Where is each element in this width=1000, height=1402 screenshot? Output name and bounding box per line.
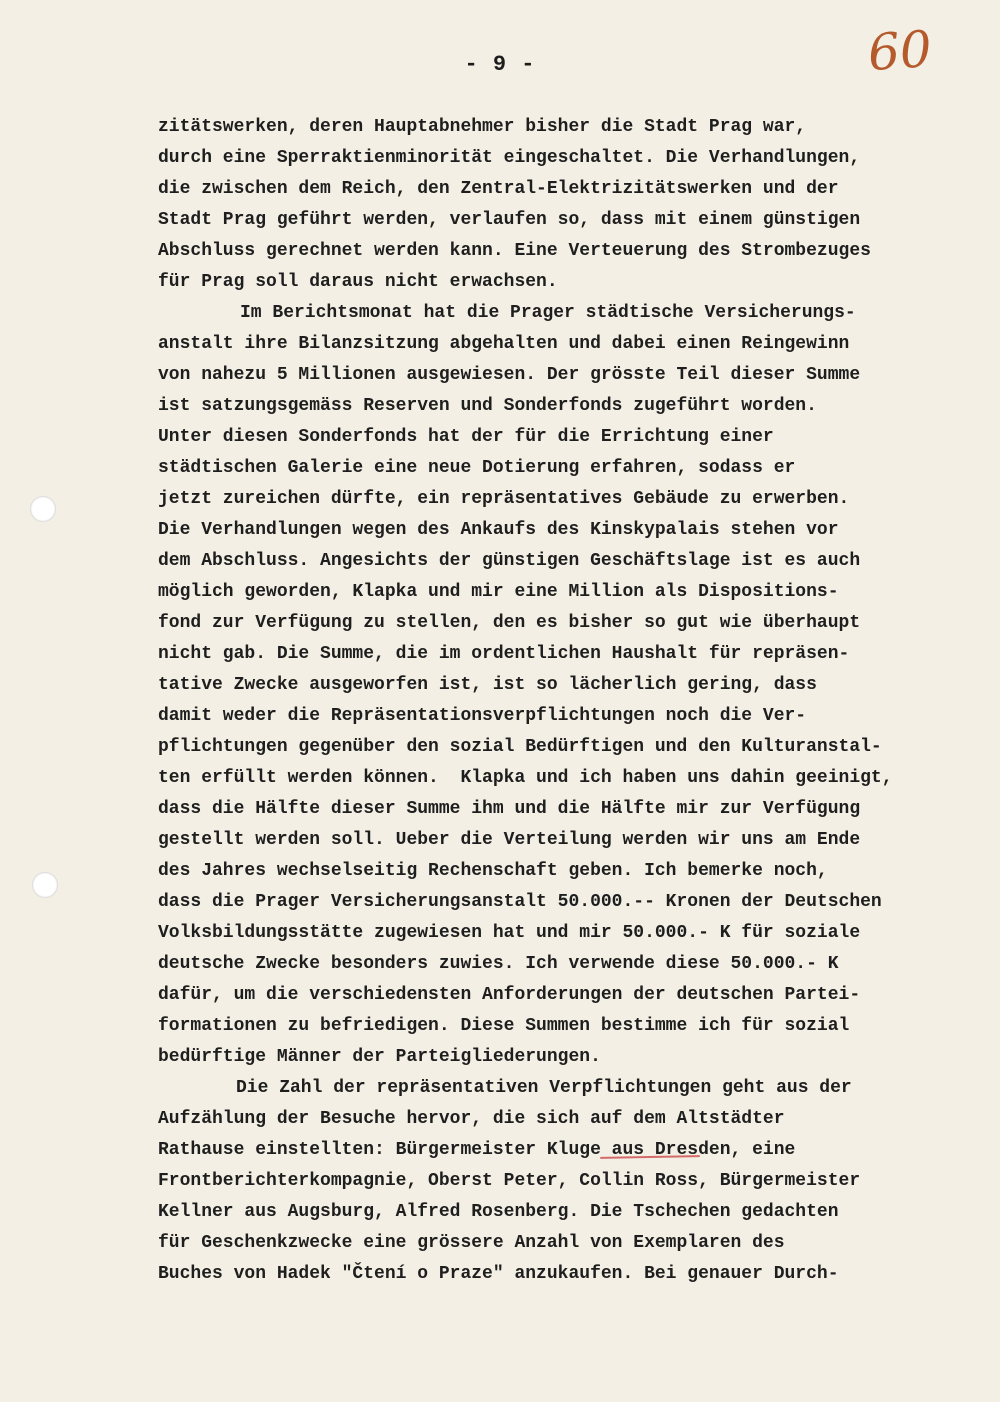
punch-hole-lower bbox=[32, 872, 58, 898]
text-line: Stadt Prag geführt werden, verlaufen so, dass mit einem günstigen bbox=[158, 210, 861, 230]
text-line: Im Berichtsmonat hat die Prager städtische Versicherungs- bbox=[240, 303, 856, 323]
text-line: fond zur Verfügung zu stellen, den es bisher so gut wie überhaupt bbox=[158, 613, 861, 633]
text-line: dafür, um die verschiedensten Anforderungen der deutschen Partei- bbox=[158, 985, 861, 1005]
typed-body-text bbox=[158, 112, 993, 1290]
text-line: dem Abschluss. Angesichts der günstigen Geschäftslage ist es auch bbox=[158, 551, 861, 571]
text-line: städtischen Galerie eine neue Dotierung erfahren, sodass er bbox=[158, 458, 796, 478]
text-line: möglich geworden, Klapka und mir eine Million als Dispositions- bbox=[158, 582, 839, 602]
text-line: deutsche Zwecke besonders zuwies. Ich verwende diese 50.000.- K bbox=[158, 954, 839, 974]
text-line: Rathause einstellten: Bürgermeister Kluge aus Dresden, eine bbox=[158, 1140, 796, 1160]
text-line: Buches von Hadek "Čtení o Praze" anzukaufen. Bei genauer Durch- bbox=[158, 1264, 839, 1284]
text-line: ist satzungsgemäss Reserven und Sonderfonds zugeführt worden. bbox=[158, 396, 817, 416]
text-line: des Jahres wechselseitig Rechenschaft geben. Ich bemerke noch, bbox=[158, 861, 828, 881]
text-line: Die Zahl der repräsentativen Verpflichtungen geht aus der bbox=[236, 1078, 852, 1098]
text-line: Kellner aus Augsburg, Alfred Rosenberg. Die Tschechen gedachten bbox=[158, 1202, 839, 1222]
text-line: gestellt werden soll. Ueber die Verteilung werden wir uns am Ende bbox=[158, 830, 861, 850]
text-line: zitätswerken, deren Hauptabnehmer bisher die Stadt Prag war, bbox=[158, 117, 807, 137]
text-line: bedürftige Männer der Parteigliederungen. bbox=[158, 1047, 601, 1067]
text-line: jetzt zureichen dürfte, ein repräsentatives Gebäude zu erwerben. bbox=[158, 489, 850, 509]
text-line: durch eine Sperraktienminorität eingeschaltet. Die Verhandlungen, bbox=[158, 148, 861, 168]
text-line: für Prag soll daraus nicht erwachsen. bbox=[158, 272, 558, 292]
text-line: tative Zwecke ausgeworfen ist, ist so lächerlich gering, dass bbox=[158, 675, 817, 695]
text-line: Unter diesen Sonderfonds hat der für die Errichtung einer bbox=[158, 427, 774, 447]
text-line: nicht gab. Die Summe, die im ordentlichen Haushalt für repräsen- bbox=[158, 644, 850, 664]
text-line: Volksbildungsstätte zugewiesen hat und mir 50.000.- K für soziale bbox=[158, 923, 861, 943]
text-line: Frontberichterkompagnie, Oberst Peter, Collin Ross, Bürgermeister bbox=[158, 1171, 861, 1191]
text-line: ten erfüllt werden können. Klapka und ich haben uns dahin geeinigt, bbox=[158, 768, 893, 788]
text-line: dass die Hälfte dieser Summe ihm und die Hälfte mir zur Verfügung bbox=[158, 799, 861, 819]
text-line: Die Verhandlungen wegen des Ankaufs des Kinskypalais stehen vor bbox=[158, 520, 839, 540]
text-line: die zwischen dem Reich, den Zentral-Elektrizitätswerken und der bbox=[158, 179, 839, 199]
text-line: für Geschenkzwecke eine grössere Anzahl von Exemplaren des bbox=[158, 1233, 785, 1253]
text-line: pflichtungen gegenüber den sozial Bedürftigen und den Kulturanstal- bbox=[158, 737, 882, 757]
text-line: damit weder die Repräsentationsverpflichtungen noch die Ver- bbox=[158, 706, 807, 726]
text-line: dass die Prager Versicherungsanstalt 50.000.-- Kronen der Deutschen bbox=[158, 892, 882, 912]
text-line: anstalt ihre Bilanzsitzung abgehalten und dabei einen Reingewinn bbox=[158, 334, 850, 354]
handwritten-folio-number: 60 bbox=[866, 19, 934, 83]
text-line: formationen zu befriedigen. Diese Summen bestimme ich für sozial bbox=[158, 1016, 850, 1036]
text-line: Aufzählung der Besuche hervor, die sich auf dem Altstädter bbox=[158, 1109, 785, 1129]
punch-hole-upper bbox=[30, 496, 56, 522]
page-number: - 9 - bbox=[464, 52, 536, 77]
text-line: Abschluss gerechnet werden kann. Eine Verteuerung des Strombezuges bbox=[158, 241, 871, 261]
text-line: von nahezu 5 Millionen ausgewiesen. Der grösste Teil dieser Summe bbox=[158, 365, 861, 385]
